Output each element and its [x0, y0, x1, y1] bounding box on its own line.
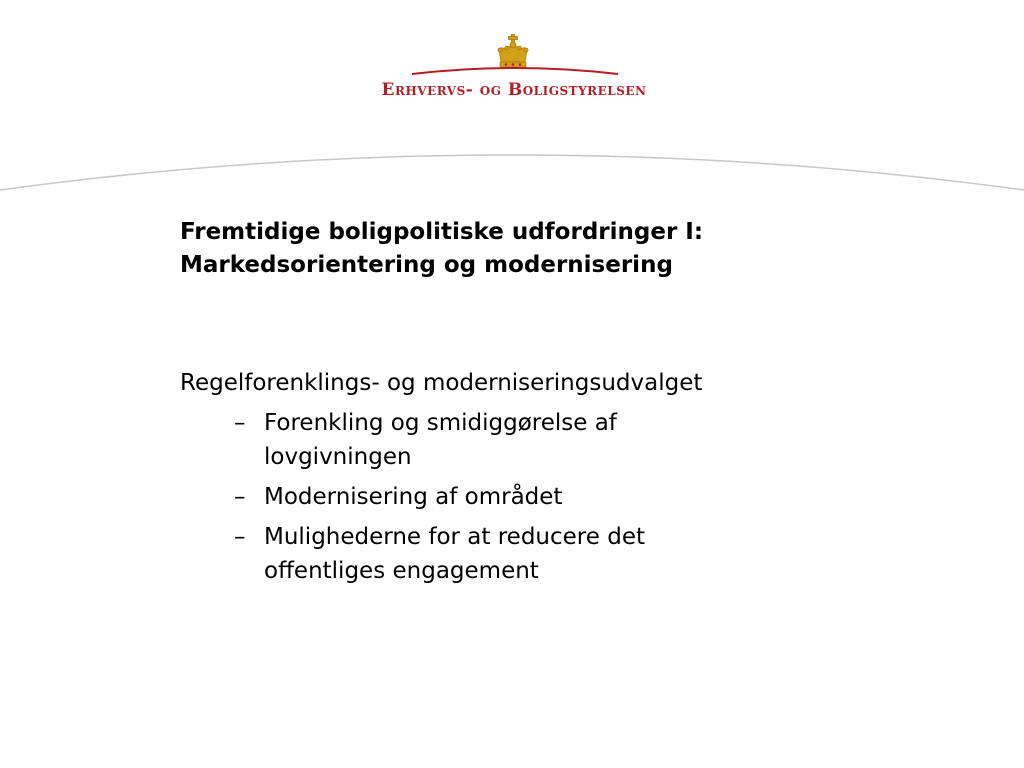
bullet-dash: – — [234, 410, 246, 436]
main-point: Regelforenklings- og moderniseringsudvalget — [180, 370, 703, 396]
sub-point — [180, 480, 744, 514]
organization-name: Erhvervs- og Boligstyrelsen — [381, 80, 647, 100]
sub-point-text: Forenkling og smidiggørelse af lovgivningen — [264, 410, 617, 470]
bullet-dash: – — [234, 484, 246, 510]
logo — [0, 0, 1024, 110]
sub-point — [180, 406, 744, 474]
slide-title-line-2: Markedsorientering og modernisering — [180, 252, 673, 278]
slide-title-line-1: Fremtidige boligpolitiske udfordringer I: — [180, 219, 704, 245]
sub-point-text: Modernisering af området — [264, 484, 563, 510]
sub-point-list — [180, 406, 900, 588]
slide-body — [180, 366, 900, 594]
header-arc-divider — [0, 130, 1024, 200]
sub-point — [180, 520, 744, 588]
bullet-dash: – — [234, 524, 246, 550]
slide-title — [180, 216, 960, 282]
logo-underline — [410, 60, 620, 80]
sub-point-text: Mulighederne for at reducere det offentliges engagement — [264, 524, 645, 584]
